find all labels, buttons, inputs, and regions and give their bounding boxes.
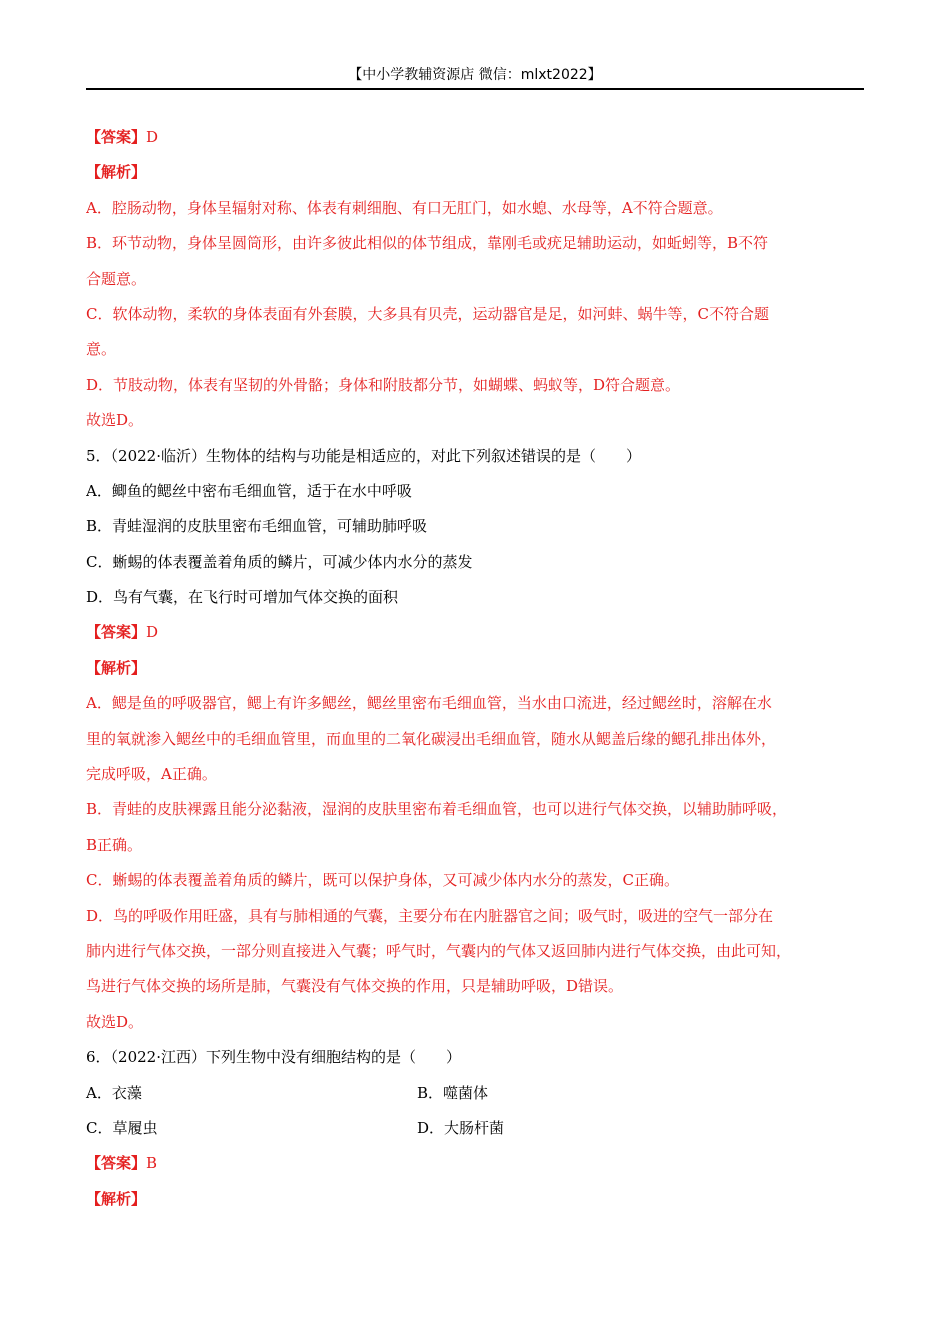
q6-options-row-1 <box>86 1076 866 1111</box>
answer-value: D <box>146 128 159 146</box>
q5-analysis-line: D．鸟的呼吸作用旺盛，具有与肺相通的气囊，主要分布在内脏器官之间；吸气时，吸进的空气一部分在 <box>86 906 774 925</box>
q6-options-row-2 <box>86 1111 866 1146</box>
q5-analysis-line: 完成呼吸，A正确。 <box>86 765 217 784</box>
answer-label: 【答案】 <box>86 128 147 146</box>
q6-option-d: D．大肠杆菌 <box>417 1118 505 1137</box>
q4-analysis-line: B．环节动物，身体呈圆筒形，由许多彼此相似的体节组成，靠刚毛或疣足辅助运动，如蚯蚓等，B不符 <box>86 234 769 253</box>
q5-analysis-line: C．蜥蜴的体表覆盖着角质的鳞片，既可以保护身体，又可减少体内水分的蒸发，C正确。 <box>86 871 679 890</box>
q6-answer <box>86 1146 866 1181</box>
q5-option-d: D．鸟有气囊，在飞行时可增加气体交换的面积 <box>86 588 399 607</box>
q5-option-c: C．蜥蜴的体表覆盖着角质的鳞片，可减少体内水分的蒸发 <box>86 552 473 571</box>
q5-analysis-line: 肺内进行气体交换，一部分则直接进入气囊；呼气时，气囊内的气体又返回肺内进行气体交换，由此可知， <box>86 941 792 960</box>
q5-analysis-label <box>86 651 866 686</box>
document-body <box>86 120 866 1217</box>
q4-conclusion: 故选D。 <box>86 411 144 430</box>
q5-option-a: A．鲫鱼的鳃丝中密布毛细血管，适于在水中呼吸 <box>86 481 412 500</box>
q5-stem: 5．（2022·临沂）生物体的结构与功能是相适应的，对此下列叙述错误的是（ ） <box>86 446 641 465</box>
q5-analysis-line: B．青蛙的皮肤裸露且能分泌黏液，湿润的皮肤里密布着毛细血管，也可以进行气体交换，以辅助肺呼吸， <box>86 800 788 819</box>
answer-value: D <box>146 623 159 642</box>
q6-option-a: A．衣藻 <box>86 1083 142 1102</box>
q5-analysis-line: A．鳃是鱼的呼吸器官，鳃上有许多鳃丝，鳃丝里密布毛细血管，当水由口流进，经过鳃丝时，溶解在水 <box>86 694 772 713</box>
q5-conclusion: 故选D。 <box>86 1012 144 1031</box>
q4-analysis-line: 意。 <box>86 340 117 359</box>
page-header: 【中小学教辅资源店 微信：mlxt2022】 <box>86 66 864 90</box>
answer-label: 【答案】 <box>86 623 147 642</box>
analysis-label: 【解析】 <box>86 658 147 677</box>
q5-option-b: B．青蛙湿润的皮肤里密布毛细血管，可辅助肺呼吸 <box>86 517 428 536</box>
q6-option-b: B．噬菌体 <box>417 1083 489 1102</box>
q5-answer <box>86 615 866 650</box>
answer-value: B <box>146 1154 158 1173</box>
analysis-label: 【解析】 <box>86 163 147 182</box>
answer-label: 【答案】 <box>86 1154 147 1173</box>
q6-analysis-label <box>86 1182 866 1217</box>
q5-analysis-line: 鸟进行气体交换的场所是肺，气囊没有气体交换的作用，只是辅助呼吸，D错误。 <box>86 977 624 996</box>
q4-analysis-line: 合题意。 <box>86 269 147 288</box>
q6-stem: 6．（2022·江西）下列生物中没有细胞结构的是（ ） <box>86 1048 461 1067</box>
q5-analysis-line: B正确。 <box>86 835 143 854</box>
q5-analysis-line: 里的氧就渗入鳃丝中的毛细血管里，而血里的二氧化碳浸出毛细血管，随水从鳃盖后缘的鳃孔排出体外， <box>86 729 777 748</box>
q4-answer <box>86 120 866 155</box>
analysis-label: 【解析】 <box>86 1189 147 1208</box>
q4-analysis-label <box>86 155 866 190</box>
q6-option-c: C．草履虫 <box>86 1118 158 1137</box>
q4-analysis-line: D．节肢动物，体表有坚韧的外骨骼；身体和附肢都分节，如蝴蝶、蚂蚁等，D符合题意。 <box>86 375 681 394</box>
q4-analysis-line: A．腔肠动物，身体呈辐射对称、体表有刺细胞、有口无肛门，如水螅、水母等，A不符合题意。 <box>86 198 723 217</box>
q4-analysis-line: C．软体动物，柔软的身体表面有外套膜，大多具有贝壳，运动器官是足，如河蚌、蜗牛等，C不符合题 <box>86 304 769 323</box>
